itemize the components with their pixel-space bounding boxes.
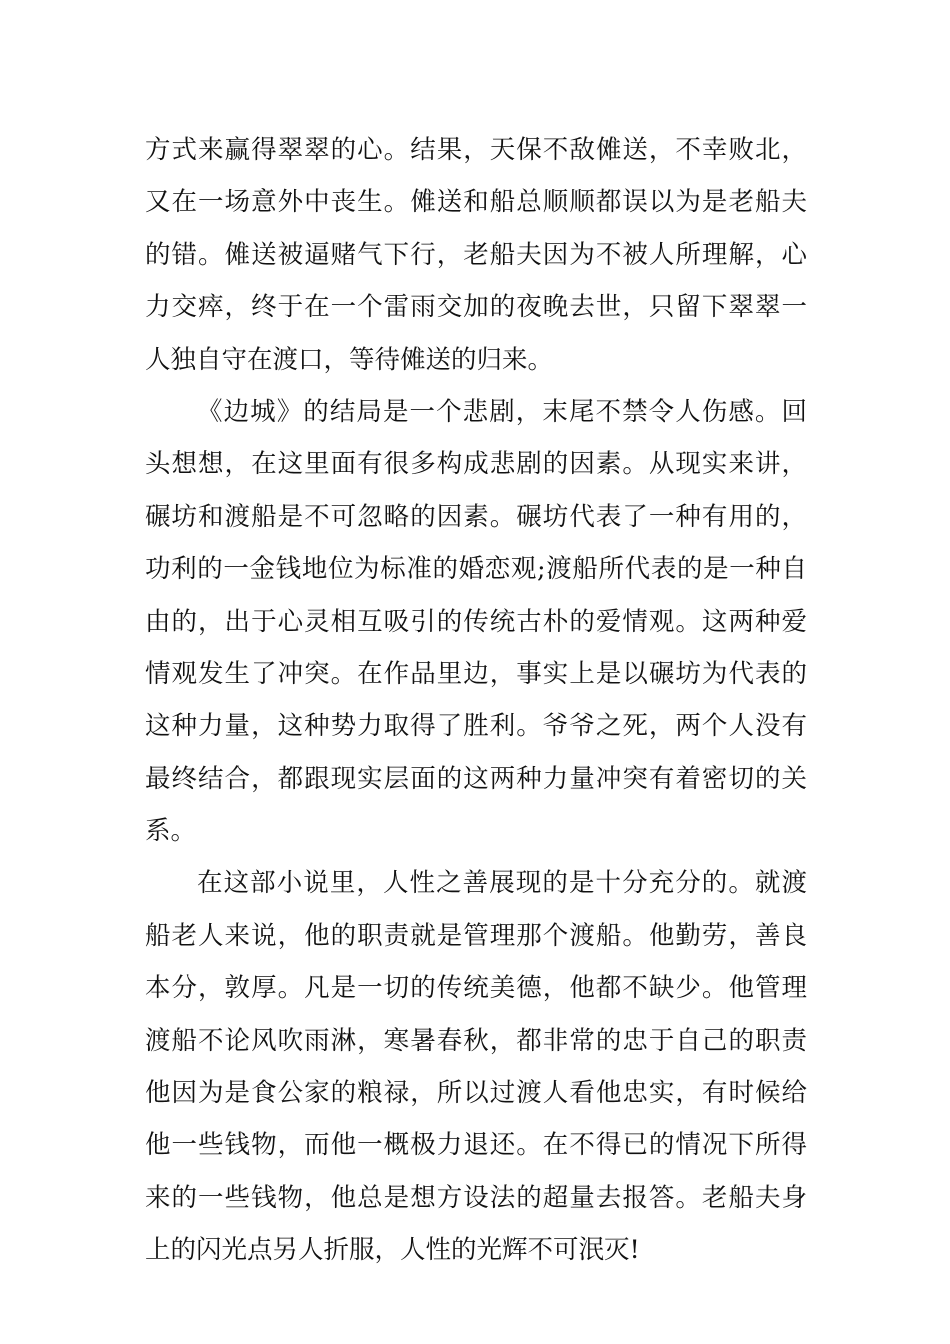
text-line: 由的，出于心灵相互吸引的传统古朴的爱情观。这两种爱 — [145, 606, 807, 637]
text-line: 渡船不论风吹雨淋，寒暑春秋，都非常的忠于自己的职责 — [145, 1025, 807, 1056]
text-line: 头想想，在这里面有很多构成悲剧的因素。从现实来讲， — [145, 449, 807, 480]
text-line: 方式来赢得翠翠的心。结果，天保不敌傩送，不幸败北， — [145, 135, 807, 165]
text-line: 的错。傩送被逼赌气下行，老船夫因为不被人所理解，心 — [145, 239, 807, 270]
text-line: 在这部小说里，人性之善展现的是十分充分的。就渡 — [197, 868, 807, 899]
text-line: 力交瘁，终于在一个雷雨交加的夜晚去世，只留下翠翠一 — [145, 292, 807, 323]
text-line: 碾坊和渡船是不可忽略的因素。碾坊代表了一种有用的， — [145, 501, 807, 532]
text-line: 船老人来说，他的职责就是管理那个渡船。他勤劳，善良 — [145, 920, 807, 951]
text-line: 上的闪光点另人折服，人性的光辉不可泯灭! — [145, 1235, 640, 1266]
document-body — [145, 124, 807, 1277]
text-line: 本分，敦厚。凡是一切的传统美德，他都不缺少。他管理 — [145, 973, 807, 1004]
paragraph-3 — [145, 857, 807, 1276]
text-line: 又在一场意外中丧生。傩送和船总顺顺都误以为是老船夫 — [145, 187, 807, 218]
text-line: 最终结合，都跟现实层面的这两种力量冲突有着密切的关 — [145, 763, 807, 794]
text-line: 来的一些钱物，他总是想方设法的超量去报答。老船夫身 — [145, 1182, 807, 1213]
text-line: 他因为是食公家的粮禄，所以过渡人看他忠实，有时候给 — [145, 1078, 807, 1109]
text-line: 功利的一金钱地位为标准的婚恋观;渡船所代表的是一种自 — [145, 554, 807, 585]
text-line: 人独自守在渡口，等待傩送的归来。 — [145, 344, 554, 375]
paragraph-2 — [145, 386, 807, 858]
text-line: 这种力量，这种势力取得了胜利。爷爷之死，两个人没有 — [145, 711, 807, 742]
paragraph-1 — [145, 124, 807, 386]
text-line: 系。 — [145, 816, 197, 847]
text-line: 《边城》的结局是一个悲剧，末尾不禁令人伤感。回 — [197, 396, 807, 427]
text-line: 情观发生了冲突。在作品里边，事实上是以碾坊为代表的 — [145, 658, 807, 689]
text-line: 他一些钱物，而他一概极力退还。在不得已的情况下所得 — [145, 1130, 807, 1161]
